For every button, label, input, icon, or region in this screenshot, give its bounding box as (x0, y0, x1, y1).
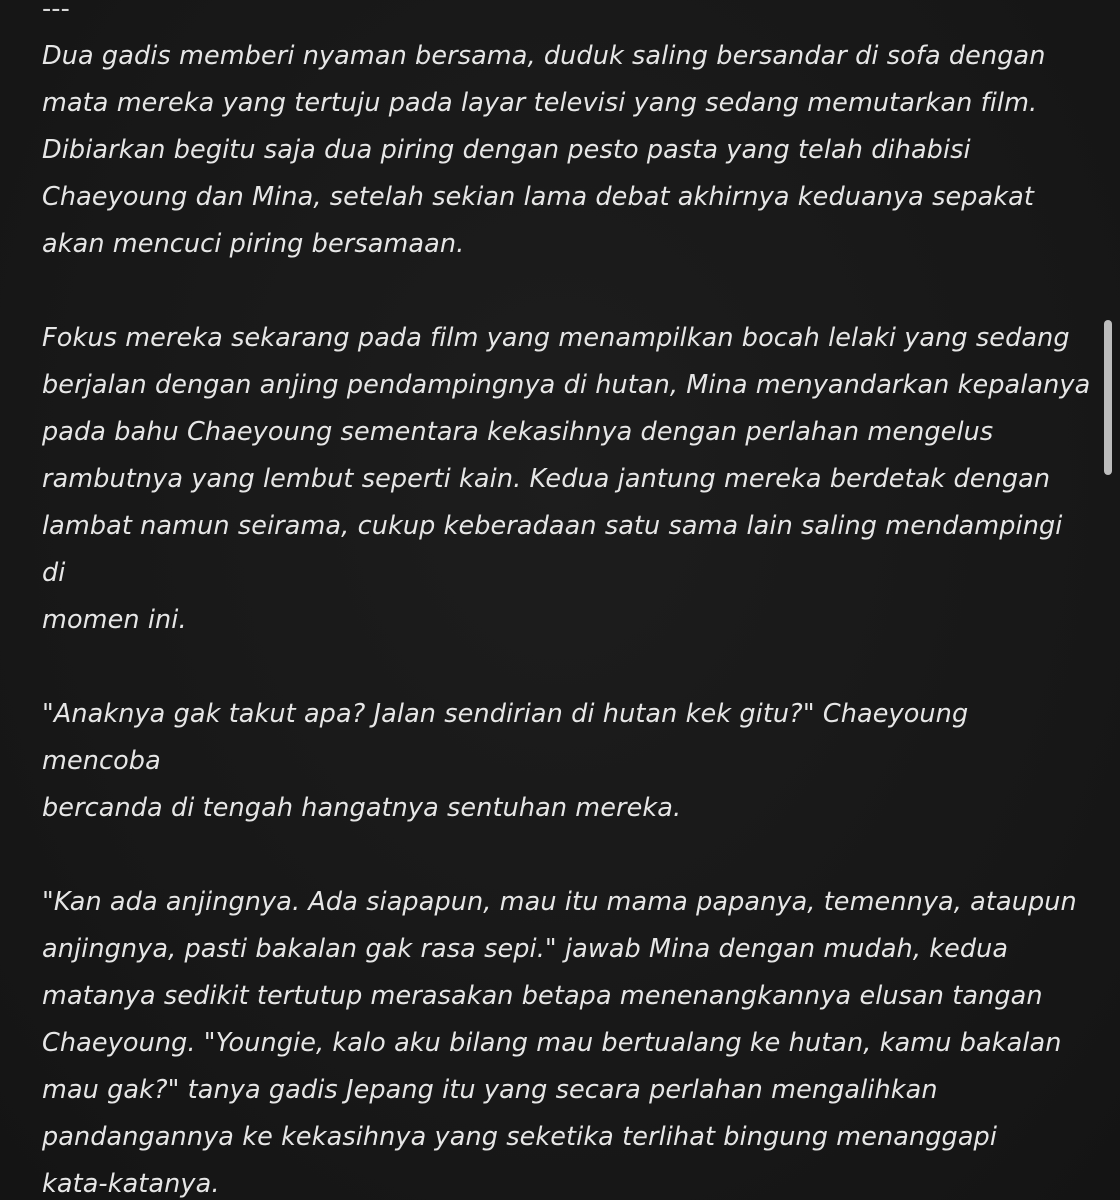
scrollbar[interactable] (1104, 0, 1114, 1200)
paragraph-1: Dua gadis memberi nyaman bersama, duduk saling bersandar di sofa dengan mata mereka yang tertuju pada layar televisi yang sedang memutarkan film. Dibiarkan begitu saja dua piring dengan pesto pasta yang telah dihabisi Chaeyoung dan Mina, setelah sekian lama debat akhirnya keduanya sepakat akan mencuci piring bersamaan. (42, 41, 1046, 259)
section-separator: --- (42, 0, 70, 24)
document-body (42, 0, 1092, 1200)
paragraph-2: Fokus mereka sekarang pada film yang menampilkan bocah lelaki yang sedang berjalan dengan anjing pendampingnya di hutan, Mina menyandarkan kepalanya pada bahu Chaeyoung sementara kekasihnya dengan perlahan mengelus rambutnya yang lembut seperti kain. Kedua jantung mereka berdetak dengan lambat namun seirama, cukup keberadaan satu sama lain saling mendampingi di momen ini. (42, 323, 1091, 635)
scrollbar-thumb[interactable] (1104, 320, 1112, 475)
paragraph-3: "Anaknya gak takut apa? Jalan sendirian di hutan kek gitu?" Chaeyoung mencoba bercanda di tengah hangatnya sentuhan mereka. (42, 699, 969, 823)
paragraph-4: "Kan ada anjingnya. Ada siapapun, mau itu mama papanya, temennya, ataupun anjingnya, pasti bakalan gak rasa sepi." jawab Mina dengan mudah, kedua matanya sedikit tertutup merasakan betapa menenangkannya elusan tangan Chaeyoung. "Youngie, kalo aku bilang mau bertualang ke hutan, kamu bakalan mau gak?" tanya gadis Jepang itu yang secara perlahan mengalihkan pandangannya ke kekasihnya yang seketika terlihat bingung menanggapi kata-katanya. (42, 887, 1077, 1199)
